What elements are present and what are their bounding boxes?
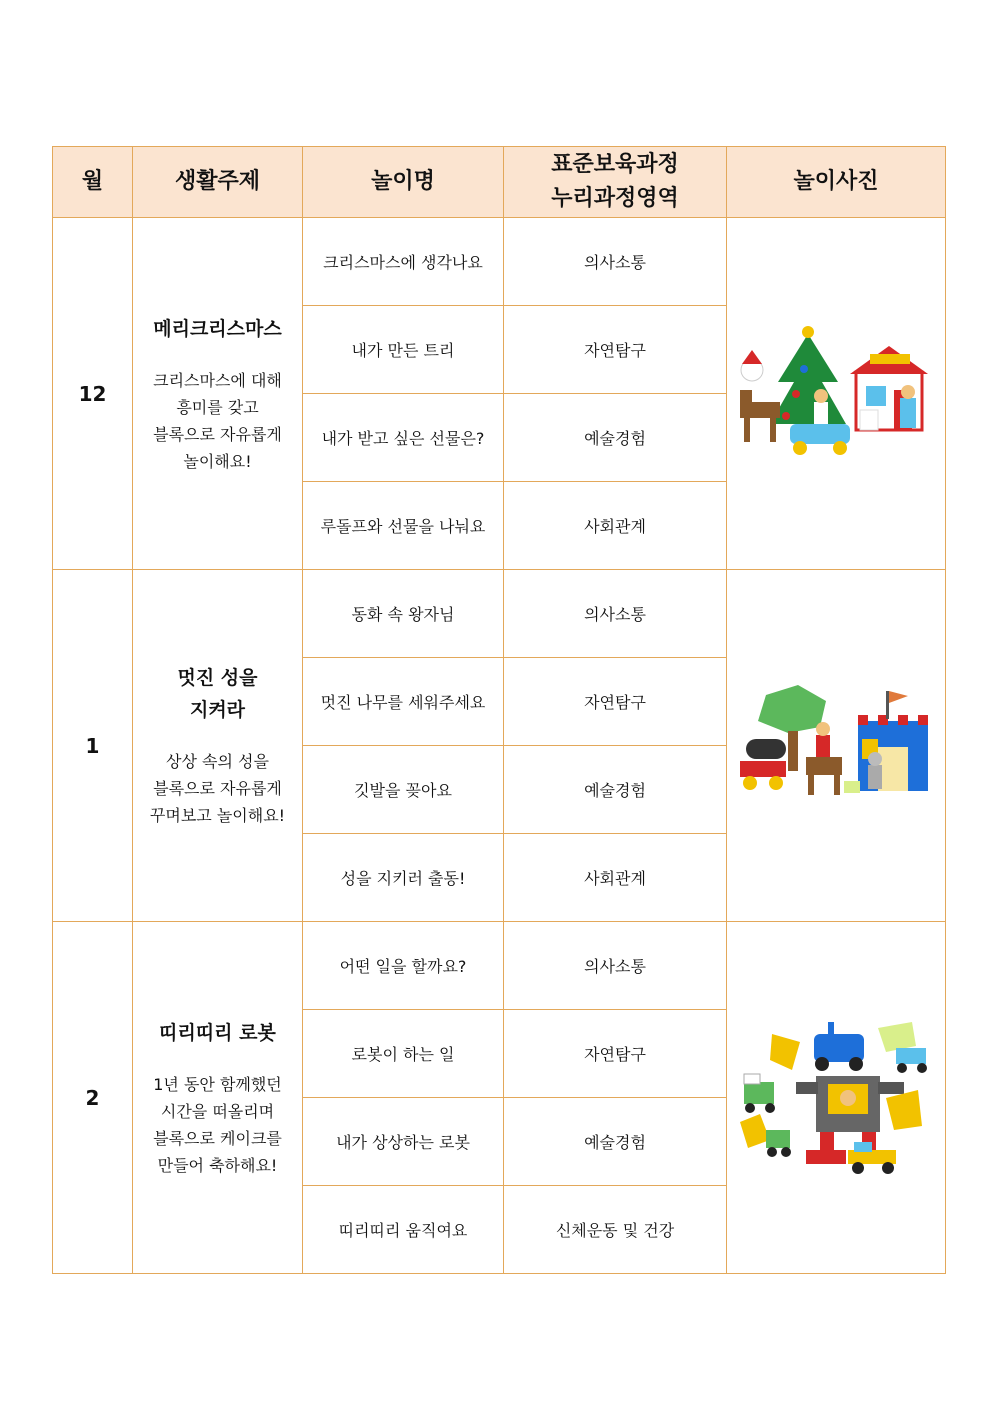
theme-title-line: 띠리띠리 로봇	[159, 1021, 276, 1044]
theme-title	[133, 1017, 302, 1049]
play-name-cell: 루돌프와 선물을 나눠요	[303, 482, 504, 570]
month-cell: 2	[53, 922, 133, 1274]
table-row	[53, 570, 946, 658]
theme-cell	[133, 570, 303, 922]
theme-desc-line: 시간을 떠올리며	[160, 1101, 275, 1121]
play-name-cell: 내가 상상하는 로봇	[303, 1098, 504, 1186]
play-name-cell: 내가 받고 싶은 선물은?	[303, 394, 504, 482]
theme-title-line: 메리크리스마스	[153, 317, 282, 340]
area-cell: 의사소통	[504, 570, 727, 658]
header-month: 월	[53, 147, 133, 218]
area-cell: 자연탐구	[504, 658, 727, 746]
area-cell: 의사소통	[504, 218, 727, 306]
theme-desc-line: 상상 속의 성을	[166, 752, 269, 771]
christmas-block-set-icon	[738, 324, 934, 464]
month-cell: 12	[53, 218, 133, 570]
table-row	[53, 922, 946, 1010]
header-play: 놀이명	[303, 147, 504, 218]
theme-desc-line: 크리스마스에 대해	[153, 370, 282, 390]
play-name-cell: 깃발을 꽂아요	[303, 746, 504, 834]
month-cell: 1	[53, 570, 133, 922]
theme-desc-line: 1년 동안 함께했던	[153, 1074, 282, 1094]
play-name-cell: 멋진 나무를 세워주세요	[303, 658, 504, 746]
theme-desc-line: 블록으로 케이크를	[153, 1128, 282, 1148]
area-cell: 사회관계	[504, 482, 727, 570]
table-row	[53, 218, 946, 306]
theme-desc-line: 블록으로 자유롭게	[153, 779, 282, 798]
theme-desc-line: 꾸며보고 놀이해요!	[149, 806, 286, 825]
header-theme: 생활주제	[133, 147, 303, 218]
area-cell: 자연탐구	[504, 1010, 727, 1098]
theme-description	[133, 367, 302, 475]
play-name-cell: 크리스마스에 생각나요	[303, 218, 504, 306]
theme-desc-line: 흥미를 갖고	[176, 397, 259, 417]
play-name-cell: 동화 속 왕자님	[303, 570, 504, 658]
header-row	[53, 147, 946, 218]
theme-title	[133, 662, 302, 726]
area-cell: 예술경험	[504, 394, 727, 482]
photo-cell	[727, 218, 946, 570]
play-name-cell: 띠리띠리 움직여요	[303, 1186, 504, 1274]
theme-desc-line: 만들어 축하해요!	[157, 1155, 278, 1175]
area-cell: 의사소통	[504, 922, 727, 1010]
area-cell: 신체운동 및 건강	[504, 1186, 727, 1274]
theme-desc-line: 블록으로 자유롭게	[153, 424, 282, 444]
theme-title-line: 멋진 성을	[177, 667, 258, 689]
play-plan-table	[52, 146, 946, 1274]
theme-description	[133, 748, 302, 829]
header-photo: 놀이사진	[727, 147, 946, 218]
area-cell: 자연탐구	[504, 306, 727, 394]
header-area-line2: 누리과정영역	[551, 186, 679, 211]
area-cell: 예술경험	[504, 1098, 727, 1186]
robot-block-set-icon	[736, 1018, 936, 1178]
theme-desc-line: 놀이해요!	[183, 451, 252, 471]
theme-description	[133, 1071, 302, 1179]
castle-block-set-icon	[736, 681, 936, 811]
play-name-cell: 로봇이 하는 일	[303, 1010, 504, 1098]
header-area	[504, 147, 727, 218]
theme-title-line: 지켜라	[189, 699, 246, 721]
play-name-cell: 성을 지키러 출동!	[303, 834, 504, 922]
play-name-cell: 어떤 일을 할까요?	[303, 922, 504, 1010]
photo-cell	[727, 922, 946, 1274]
play-name-cell: 내가 만든 트리	[303, 306, 504, 394]
header-area-line1: 표준보육과정	[551, 152, 679, 177]
theme-title	[133, 313, 302, 345]
photo-cell	[727, 570, 946, 922]
theme-cell	[133, 218, 303, 570]
area-cell: 사회관계	[504, 834, 727, 922]
theme-cell	[133, 922, 303, 1274]
area-cell: 예술경험	[504, 746, 727, 834]
